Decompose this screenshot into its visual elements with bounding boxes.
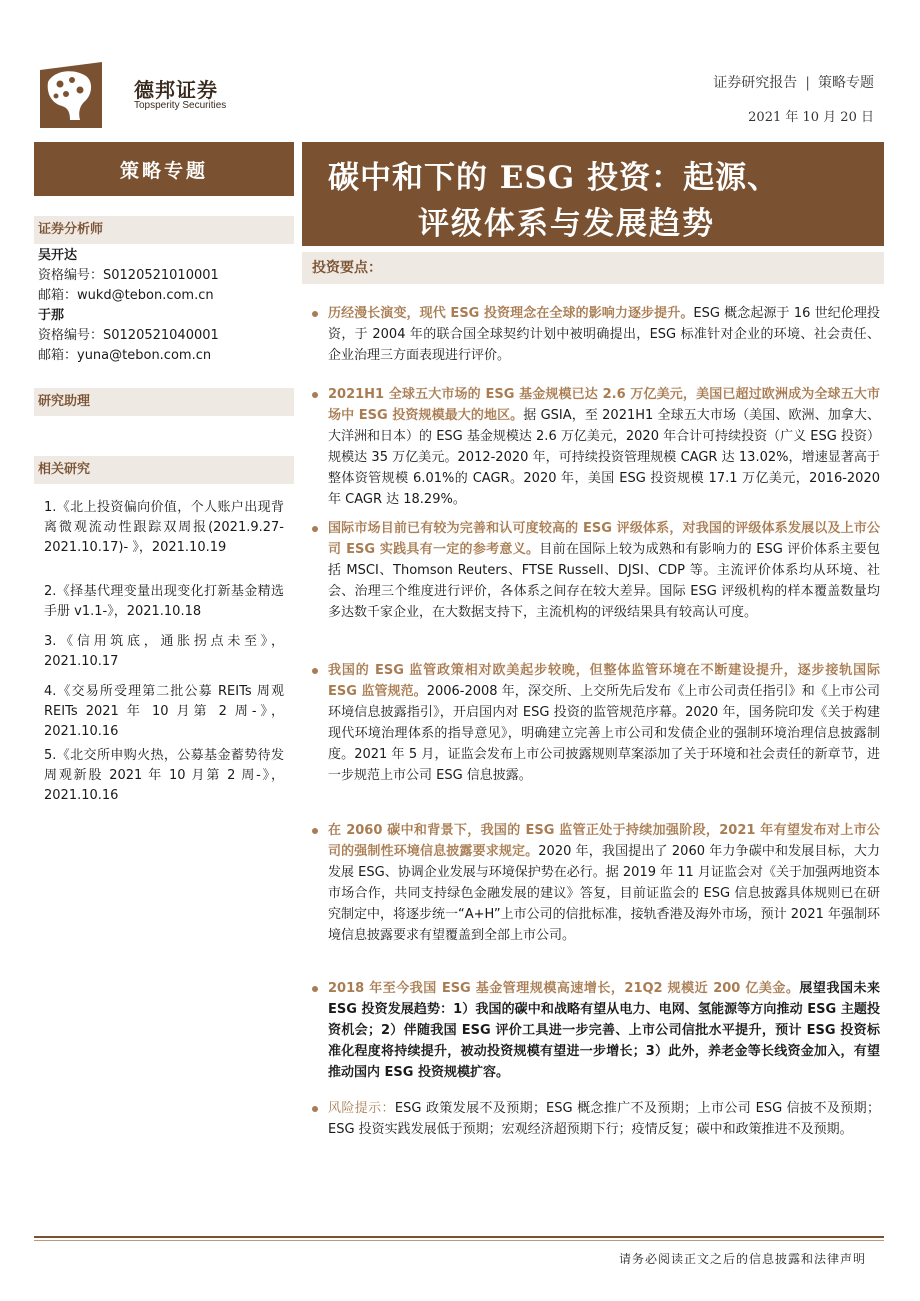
risk-warning xyxy=(314,1098,880,1140)
key-point-body: 2006-2008 年，深交所、上交所先后发布《上市公司责任指引》和《上市公司环境信息披露指引》，开启国内对 ESG 投资的监管规范序幕。2020 年，国务院印发《关于构建现代环境治理体系的指导意见》，明确建立完善上市公司和发债企业的强制环境治理信息披露制度。2021 年 5 月，证监会发布上市公司披露规则草案添加了关于环境和社会责任的新章节，进一步规范上市公司 ESG 信息披露。 xyxy=(328,684,880,783)
analyst-cert: 资格编号：S0120521010001 xyxy=(38,268,219,283)
key-point-lead: 2021H1 全球五大市场的 ESG 基金规模已达 2.6 万亿美元，美国已超过欧洲成为全球五大市场中 ESG 投资规模最大的地区。 xyxy=(328,387,880,423)
key-point xyxy=(314,384,880,510)
report-date: 2021 年 10 月 20 日 xyxy=(748,110,874,125)
key-point-body: 2020 年，我国提出了 2060 年力争碳中和发展目标，大力发展 ESG、协调企业发展与环境保护势在必行。据 2019 年 11 月证监会对《关于加强两地资本市场合作，共同支持绿色金融发展的建议》答复，目前证监会的 ESG 信息披露具体规则已在研究制定中，将逐步统一“A+H”上市公司的信批标准，接轨香港及海外市场，预计 2021 年强制环境信息披露要求有望覆盖到全部上市公司。 xyxy=(328,844,880,943)
key-points-heading: 投资要点： xyxy=(302,252,884,284)
report-type: 证券研究报告 xyxy=(713,75,798,91)
key-point xyxy=(314,978,880,1083)
risk-body: ESG 政策发展不及预期；ESG 概念推广不及预期；上市公司 ESG 信披不及预期；ESG 投资实践发展低于预期；宏观经济超预期下行；疫情反复；碳中和政策推进不及预期。 xyxy=(328,1101,880,1137)
key-point-body: ESG 概念起源于 16 世纪伦理投资，于 2004 年的联合国全球契约计划中被明确提出，ESG 标准针对企业的环境、社会责任、企业治理三方面表现进行评价。 xyxy=(328,306,880,363)
bullet-dot-icon xyxy=(312,828,318,834)
key-point-body: 据 GSIA，至 2021H1 全球五大市场（美国、欧洲、加拿大、大洋洲和日本）的 ESG 基金规模达 2.6 万亿美元，2020 年合计可持续投资（广义 ESG 投资）规模达 35 万亿美元。2012-2020 年，可持续投资管理规模 CAGR 达 13.02%，增速显著高于整体资管规模 6.01%的 CAGR。2020 年，美国 ESG 投资规模 17.1 万亿美元，2016-2020 年 CAGR 达 18.29%。 xyxy=(328,408,880,507)
footer-divider xyxy=(34,1236,884,1238)
related-section-title: 相关研究 xyxy=(34,456,294,484)
bullet-dot-icon xyxy=(312,1106,318,1112)
brand-name-en: Topsperity Securities xyxy=(134,100,227,111)
report-category: 策略专题 xyxy=(818,75,874,91)
related-item[interactable]: 2.《择基代理变量出现变化打新基金精选手册 v1.1-》，2021.10.18 xyxy=(44,584,284,619)
bullet-dot-icon xyxy=(312,668,318,674)
bullet-dot-icon xyxy=(312,311,318,317)
analyst-name: 吴开达 xyxy=(38,248,78,263)
analyst-email[interactable]: 邮箱：wukd@tebon.com.cn xyxy=(38,288,214,303)
related-item[interactable]: 1.《北上投资偏向价值，个人账户出现背离微观流动性跟踪双周报(2021.9.27-2021.10.17)- 》，2021.10.19 xyxy=(44,500,284,555)
related-item[interactable]: 5.《北交所申购火热，公募基金蓄势待发周观新股 2021 年 10 月第 2 周-》，2021.10.16 xyxy=(44,748,284,803)
header-separator: | xyxy=(805,75,810,91)
related-item[interactable]: 3.《信用筑底，通胀拐点未至》，2021.10.17 xyxy=(44,634,284,669)
assistant-section-title: 研究助理 xyxy=(34,388,294,416)
sidebar-banner: 策略专题 xyxy=(34,142,294,196)
key-point-lead: 2018 年至今我国 ESG 基金管理规模高速增长，21Q2 规模近 200 亿美金。 xyxy=(328,981,800,996)
analyst-name: 于那 xyxy=(38,308,65,323)
footer-divider-thin xyxy=(34,1240,884,1241)
analyst-block xyxy=(38,246,219,366)
bullet-dot-icon xyxy=(312,392,318,398)
key-point xyxy=(314,660,880,786)
key-point-outlook: 展望我国未来 ESG 投资发展趋势：1）我国的碳中和战略有望从电力、电网、氢能源等方向推动 ESG 主题投资机会；2）伴随我国 ESG 评价工具进一步完善、上市公司信批水平提升，预计 ESG 投资标准化程度将持续提升，被动投资规模有望进一步增长；3）此外，养老金等长线资金加入，有望推动国内 ESG 投资规模扩容。 xyxy=(328,981,880,1080)
title-banner xyxy=(302,142,884,246)
key-point xyxy=(314,518,880,623)
key-point xyxy=(314,303,880,366)
footer-disclaimer[interactable]: 请务必阅读正文之后的信息披露和法律声明 xyxy=(618,1252,866,1266)
key-point-body: 目前在国际上较为成熟和有影响力的 ESG 评价体系主要包括 MSCI、Thomson Reuters、FTSE Russell、DJSI、CDP 等。主流评价体系均从环境、社会、治理三个维度进行评价，各体系之间存在较大差异。国际 ESG 评级机构的样本覆盖数量均多达数千家企业，在大数据支持下，主流机构的评级结果具有较高认可度。 xyxy=(328,542,880,620)
brand-name: 德邦证券 xyxy=(134,78,218,102)
key-point-lead: 历经漫长演变，现代 ESG 投资理念在全球的影响力逐步提升。 xyxy=(328,306,694,321)
key-point xyxy=(314,820,880,946)
report-header xyxy=(713,72,874,92)
related-item[interactable]: 4.《交易所受理第二批公募 REITs 周观 REITs 2021 年 10 月第 2 周-》，2021.10.16 xyxy=(44,684,284,739)
bullet-dot-icon xyxy=(312,986,318,992)
analyst-email[interactable]: 邮箱：yuna@tebon.com.cn xyxy=(38,348,212,363)
analyst-cert: 资格编号：S0120521040001 xyxy=(38,328,219,343)
page-subtitle: 评级体系与发展趋势 xyxy=(418,206,715,242)
analyst-section-title: 证券分析师 xyxy=(34,216,294,244)
risk-label: 风险提示： xyxy=(328,1101,395,1116)
key-point-lead: 在 2060 碳中和背景下，我国的 ESG 监管正处于持续加强阶段，2021 年有望发布对上市公司的强制性环境信息披露要求规定。 xyxy=(328,823,880,859)
key-point-lead: 国际市场目前已有较为完善和认可度较高的 ESG 评级体系，对我国的评级体系发展以及上市公司 ESG 实践具有一定的参考意义。 xyxy=(328,521,880,557)
brand-logo-icon xyxy=(40,62,102,128)
bullet-dot-icon xyxy=(312,526,318,532)
key-point-lead: 我国的 ESG 监管政策相对欧美起步较晚，但整体监管环境在不断建设提升，逐步接轨国际 ESG 监管规范。 xyxy=(328,663,880,699)
page-title: 碳中和下的 ESG 投资：起源、 xyxy=(328,160,780,196)
